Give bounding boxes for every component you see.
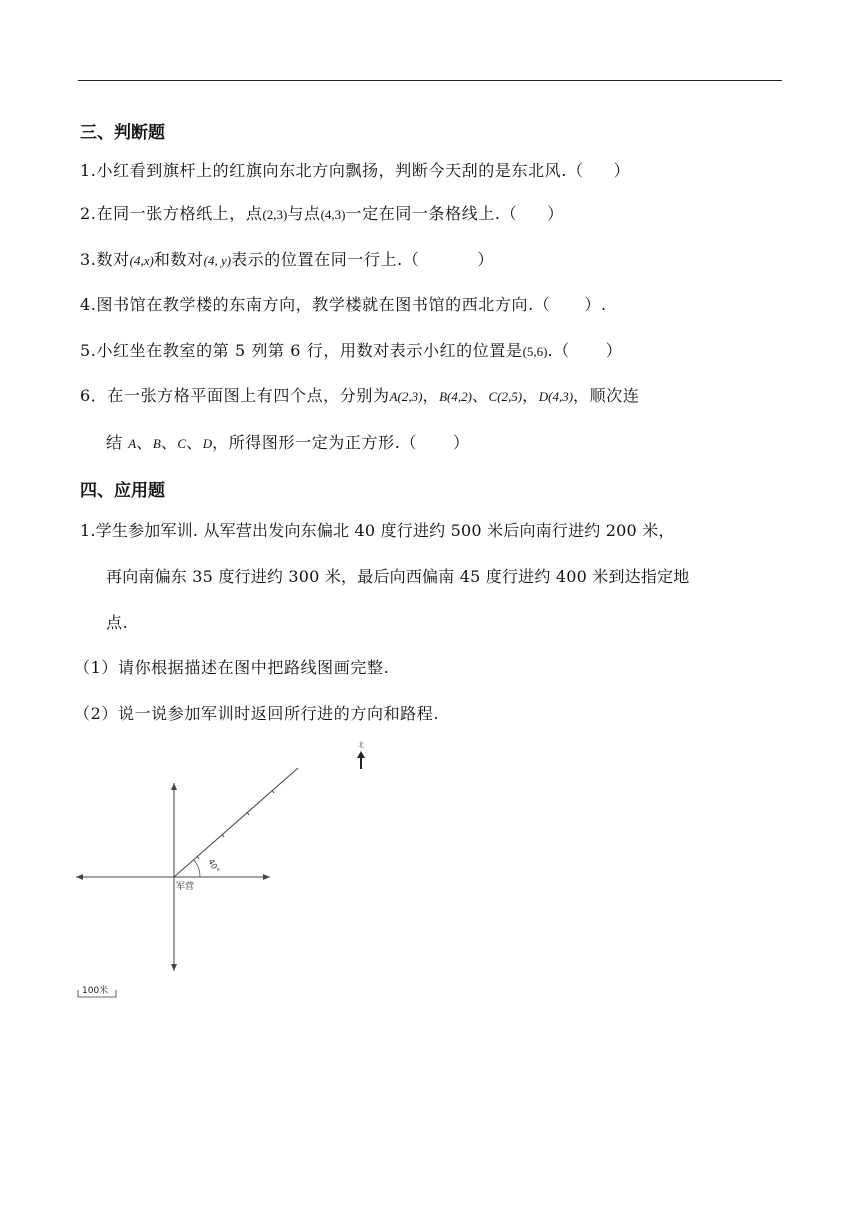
- question-3-4: 4.图书馆在教学楼的东南方向，教学楼就在图书馆的西北方向.（ ）.: [80, 295, 607, 314]
- question-3-2: 2.在同一张方格纸上，点(2,3)与点(4,3)一定在同一条格线上.（ ）: [80, 204, 564, 223]
- west-arrowhead: [76, 874, 83, 880]
- pair-4-y: (4, y): [203, 253, 232, 268]
- point-c: C(2,5): [488, 389, 523, 404]
- question-4-1-line2: 再向南偏东 35 度行进约 300 米，最后向西偏南 45 度行进约 400 米到达指定地: [106, 567, 690, 586]
- question-3-6-line2: 结 A、B、C、D，所得图形一定为正方形.（ ）: [106, 433, 470, 452]
- origin-label: 军营: [176, 882, 195, 892]
- question-3-6: 6．在一张方格平面图上有四个点，分别为A(2,3)，B(4,2)、C(2,5)，D(4,3)，顺次连: [80, 386, 640, 405]
- top-rule: [78, 80, 782, 81]
- question-3-1: 1.小红看到旗杆上的红旗向东北方向飘扬，判断今天刮的是东北风.（ ）: [80, 161, 631, 180]
- question-3-3: 3.数对(4,x)和数对(4, y)表示的位置在同一行上.（ ）: [80, 250, 495, 269]
- angle-arc: [194, 860, 200, 877]
- section-3-heading: 三、判断题: [80, 123, 165, 143]
- sub-question-2: （2）说一说参加军训时返回所行进的方向和路程.: [74, 704, 440, 723]
- north-indicator: [357, 741, 365, 769]
- route-segment-ne: [174, 768, 298, 877]
- angle-label: 40°: [206, 857, 222, 875]
- segment-ticks: [197, 790, 274, 859]
- north-label: 北: [357, 742, 365, 749]
- question-4-1-line3: 点.: [106, 613, 129, 632]
- question-3-5: 5.小红坐在教室的第 5 列第 6 行，用数对表示小红的位置是(5,6).（ ）: [80, 341, 623, 360]
- scale-label: 100米: [82, 986, 109, 996]
- east-arrowhead: [263, 874, 270, 880]
- south-arrowhead: [171, 964, 177, 971]
- section-4-heading: 四、应用题: [80, 481, 165, 501]
- north-arrow-icon: [357, 751, 365, 758]
- question-4-1-line1: 1.学生参加军训. 从军营出发向东偏北 40 度行进约 500 米后向南行进约 200 米，: [80, 521, 675, 540]
- pair-4-x: (4,x): [129, 253, 154, 268]
- point-2-3: (2,3): [262, 207, 288, 222]
- north-arrowhead: [171, 783, 177, 790]
- point-d: D(4,3): [538, 389, 574, 404]
- question-text: 1.小红看到旗杆上的红旗向东北方向飘扬，判断今天刮的是东北风.（: [80, 161, 584, 180]
- sub-question-1: （1）请你根据描述在图中把路线图画完整.: [74, 658, 390, 677]
- route-diagram[interactable]: [70, 735, 370, 1005]
- axes: [76, 783, 270, 971]
- point-a: A(2,3): [389, 389, 423, 404]
- point-b: B(4,2): [439, 389, 472, 404]
- pair-5-6: (5,6): [522, 344, 548, 359]
- point-4-3: (4,3): [320, 207, 346, 222]
- scale-bar: [78, 984, 116, 997]
